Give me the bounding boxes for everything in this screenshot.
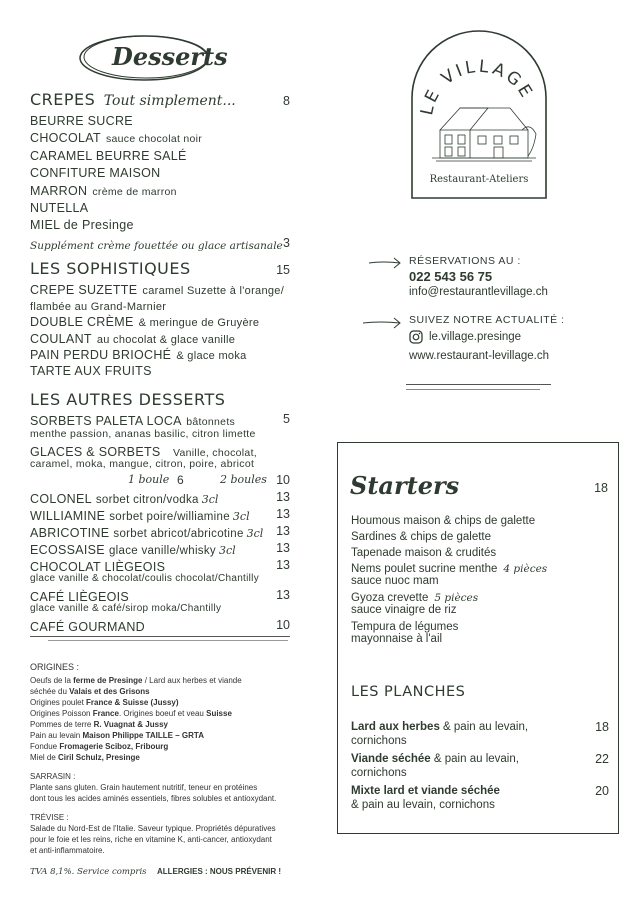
crepe-item xyxy=(30,129,292,146)
sarrasin-line: dont tous les acides aminés essentiels, fibres solubles et antioxydant. xyxy=(30,794,277,803)
planche-item xyxy=(351,753,609,780)
sophistique-item xyxy=(30,346,292,362)
crepe-name: NUTELLA xyxy=(30,200,89,215)
sophistique-item xyxy=(30,313,292,329)
starter-line xyxy=(351,563,611,575)
dessert-name: ABRICOTINE xyxy=(30,526,110,540)
instagram-icon xyxy=(409,330,423,344)
origines-text: séchée du xyxy=(30,687,70,696)
sorbets-flavours: menthe passion, ananas basilic, citron limette xyxy=(30,428,256,440)
desserts-title: Desserts xyxy=(112,42,228,71)
sophistique-desc: caramel Suzette à l'orange/ xyxy=(142,285,285,297)
origines-bold: R. Vuagnat & Jussy xyxy=(93,720,168,729)
starter-note: 5 pièces xyxy=(434,592,479,604)
origines-text: Miel de xyxy=(30,753,59,762)
crepe-name: MIEL de Presinge xyxy=(30,218,134,233)
glaces-boule2: 2 boules xyxy=(220,473,267,486)
dessert-item xyxy=(30,507,292,524)
origines-bold: Maison Philippe TAILLE – GRTA xyxy=(82,731,204,740)
planche-price: 20 xyxy=(595,784,609,798)
sorbets-name: SORBETS PALETA LOCA xyxy=(30,414,182,428)
crepe-name: CARAMEL BEURRE SALÉ xyxy=(30,148,187,163)
starters-list xyxy=(351,515,611,650)
gourmand-price: 10 xyxy=(276,618,290,632)
sarrasin-line: Plante sans gluten. Grain hautement nutritif, teneur en protéines xyxy=(30,783,258,792)
logo-arch xyxy=(410,30,548,200)
starter-sauce: mayonnaise à l'ail xyxy=(351,633,443,645)
reservations-email[interactable]: info@restaurantlevillage.ch xyxy=(409,286,548,298)
sophistique-item xyxy=(30,281,292,297)
sophistique-name: TARTE AUX FRUITS xyxy=(30,363,152,378)
glaces-price2: 10 xyxy=(276,473,290,487)
reservations-block xyxy=(409,255,548,298)
trevise-line: pour le foie et les reins, riche en vitamine K, anti-cancer, antioxydant xyxy=(30,835,272,844)
starter-item xyxy=(351,563,611,588)
starters-title: Starters xyxy=(350,471,460,500)
cafe-liegeois-name: CAFÉ LIÈGEOIS xyxy=(30,590,130,604)
arrow-right-icon xyxy=(368,256,402,270)
crepe-name: CHOCOLAT xyxy=(30,131,101,146)
starters-price: 18 xyxy=(594,481,608,495)
starter-item xyxy=(351,531,611,543)
dessert-price: 13 xyxy=(276,541,290,555)
follow-label: SUIVEZ NOTRE ACTUALITÉ : xyxy=(409,314,565,326)
logo-subtitle: Restaurant-Ateliers xyxy=(429,174,529,185)
crepes-subtitle: Tout simplement... xyxy=(103,93,236,109)
sorbets-desc: bâtonnets xyxy=(186,416,236,428)
origines-text: Pommes de terre xyxy=(30,720,94,729)
sophistique-desc: & meringue de Gruyère xyxy=(138,317,260,330)
liegeois-name: CHOCOLAT LIÈGEOIS xyxy=(30,560,166,574)
dessert-item xyxy=(30,490,292,507)
origines-bold: France & Suisse (Jussy) xyxy=(86,698,179,707)
dessert-name: COLONEL xyxy=(30,492,92,506)
liegeois-desc: glace vanille & chocolat/coulis chocolat/Chantilly xyxy=(30,573,260,584)
cafe-liegeois-desc: glace vanille & café/sirop moka/Chantilly xyxy=(30,603,222,614)
origines-title: ORIGINES : xyxy=(30,662,80,672)
sophistique-item xyxy=(30,330,292,346)
starter-name: Sardines & chips de galette xyxy=(351,531,492,543)
planches-title: LES PLANCHES xyxy=(351,684,466,700)
crepe-item xyxy=(30,199,292,216)
origines-text: Pain au levain xyxy=(30,731,83,740)
trevise-line: Salade du Nord-Est de l'Italie. Saveur typique. Propriétés dépuratives xyxy=(30,824,276,833)
divider-line xyxy=(30,636,290,637)
autres-section xyxy=(30,390,292,634)
dessert-price: 13 xyxy=(276,524,290,538)
sophistique-desc-cont: flambée au Grand-Marnier xyxy=(30,301,167,314)
cafe-liegeois-price: 13 xyxy=(276,588,290,602)
dessert-desc: sorbet poire/williamine xyxy=(109,511,230,523)
glaces-name: GLACES & SORBETS xyxy=(30,445,161,459)
starter-sauce: sauce nuoc mam xyxy=(351,575,439,587)
sophistique-name: DOUBLE CRÈME xyxy=(30,315,134,330)
sorbets-price: 5 xyxy=(283,412,290,426)
sophistiques-title: LES SOPHISTIQUES xyxy=(30,259,191,278)
crepe-item xyxy=(30,216,292,233)
divider-line xyxy=(406,384,551,385)
origines-block xyxy=(30,662,300,856)
gourmand-name: CAFÉ GOURMAND xyxy=(30,620,146,634)
arrow-right-icon xyxy=(362,316,402,330)
dessert-desc: sorbet abricot/abricotine xyxy=(113,528,244,540)
starter-item xyxy=(351,621,611,646)
dessert-price: 13 xyxy=(276,507,290,521)
sophistiques-section xyxy=(30,259,292,378)
origines-text: Fondue xyxy=(30,742,60,751)
supplement-price: 3 xyxy=(283,235,290,250)
divider-line-2 xyxy=(48,640,288,641)
crepes-supplement: Supplément crème fouettée ou glace artisanale xyxy=(30,239,283,252)
origines-text: Origines poulet xyxy=(30,698,87,707)
starter-item xyxy=(351,515,611,527)
dessert-item xyxy=(30,524,292,541)
dessert-desc: glace vanille/whisky xyxy=(108,545,216,557)
planche-name: Lard aux herbes xyxy=(351,721,440,733)
glaces-desc: Vanille, chocolat, xyxy=(173,447,258,459)
starter-name: Tapenade maison & crudités xyxy=(351,547,497,559)
starter-item xyxy=(351,592,611,617)
dessert-qty: 3cl xyxy=(218,544,236,557)
starter-name: Tempura de légumes xyxy=(351,621,459,633)
starter-name: Gyoza crevette xyxy=(351,592,429,604)
origines-text: Oeufs de la xyxy=(30,676,74,685)
origines-bold: France xyxy=(92,709,119,718)
planche-desc2: cornichons xyxy=(351,766,407,779)
starter-note: 4 pièces xyxy=(503,563,548,575)
sophistique-item xyxy=(30,297,292,313)
crepes-title: CREPES xyxy=(30,90,96,109)
sophistique-name: PAIN PERDU BRIOCHÉ xyxy=(30,347,172,362)
crepe-desc: sauce chocolat noir xyxy=(105,133,203,146)
crepe-item xyxy=(30,112,292,129)
sophistique-desc: & glace moka xyxy=(176,349,247,362)
sophistiques-price: 15 xyxy=(276,263,290,277)
planche-line xyxy=(351,721,609,735)
trevise-title: TRÉVISE : xyxy=(30,813,69,822)
glaces-boule1: 1 boule xyxy=(128,473,170,486)
crepe-item xyxy=(30,164,292,181)
reservations-phone[interactable]: 022 543 56 75 xyxy=(409,269,493,284)
dessert-price: 13 xyxy=(276,490,290,504)
crepe-name: BEURRE SUCRE xyxy=(30,114,133,128)
origines-bold: Valais et des Grisons xyxy=(69,687,150,696)
origines-text: Origines Poisson xyxy=(30,709,93,718)
autres-list xyxy=(30,490,292,558)
sarrasin-title: SARRASIN : xyxy=(30,772,76,781)
planche-desc: & pain au levain, xyxy=(430,753,519,765)
crepe-item xyxy=(30,147,292,164)
planche-item xyxy=(351,785,609,812)
follow-block xyxy=(409,314,565,362)
dessert-qty: 3cl xyxy=(246,527,264,540)
crepe-name: CONFITURE MAISON xyxy=(30,166,161,181)
planche-desc2: cornichons xyxy=(351,734,407,747)
planche-desc: & pain au levain, xyxy=(439,721,529,733)
planche-name: Viande séchée xyxy=(351,753,431,765)
logo-arch-text: LE VILLAGE xyxy=(417,56,538,118)
planche-price: 18 xyxy=(595,720,609,734)
starter-line xyxy=(351,531,611,543)
reservations-label: RÉSERVATIONS AU : xyxy=(409,255,521,267)
starter-name: Houmous maison & chips de galette xyxy=(351,515,536,527)
origines-bold: Fromagerie Sciboz, Fribourg xyxy=(59,742,169,751)
house-illustration xyxy=(432,108,536,161)
dessert-qty: 3cl xyxy=(232,510,250,523)
dessert-item xyxy=(30,541,292,558)
crepe-item xyxy=(30,182,292,199)
planche-line xyxy=(351,753,609,767)
sophistique-item xyxy=(30,362,292,378)
planche-line xyxy=(351,785,609,799)
sophistique-desc: au chocolat & glace vanille xyxy=(96,333,236,346)
planche-item xyxy=(351,721,609,748)
starter-line xyxy=(351,515,611,527)
logo xyxy=(410,30,548,200)
liegeois-price: 13 xyxy=(276,558,290,572)
dessert-desc: sorbet citron/vodka xyxy=(95,494,199,506)
crepes-list xyxy=(30,112,292,234)
allergies-note: ALLERGIES : NOUS PRÉVENIR ! xyxy=(157,867,282,876)
origines-bold: ferme de Presinge xyxy=(73,676,143,685)
glaces-price1: 6 xyxy=(177,473,184,487)
trevise-line: et anti-inflammatoire. xyxy=(30,846,105,855)
planche-price: 22 xyxy=(595,752,609,766)
planche-name: Mixte lard et viande séchée xyxy=(351,785,500,797)
origines-text: / Lard aux herbes et viande xyxy=(142,676,242,685)
dessert-name: WILLIAMINE xyxy=(30,509,106,523)
website-link[interactable]: www.restaurant-levillage.ch xyxy=(409,350,549,362)
starter-name: Nems poulet sucrine menthe xyxy=(351,563,498,575)
divider-line-2 xyxy=(406,389,540,390)
dessert-name: ECOSSAISE xyxy=(30,543,105,557)
starter-item xyxy=(351,547,611,559)
starter-line xyxy=(351,592,611,604)
dessert-qty: 3cl xyxy=(201,493,219,506)
origines-bold: Ciril Schulz, Presinge xyxy=(58,753,140,762)
crepe-desc: crème de marron xyxy=(92,185,177,198)
tva-note: TVA 8,1%. Service compris xyxy=(30,867,147,877)
autres-title: LES AUTRES DESSERTS xyxy=(30,390,226,409)
glaces-flavours: caramel, moka, mangue, citron, poire, abricot xyxy=(30,458,255,470)
starters-box xyxy=(337,442,619,834)
crepes-section xyxy=(30,90,292,254)
origines-text: . Origines boeuf et veau xyxy=(118,709,207,718)
sophistique-name: CREPE SUZETTE xyxy=(30,283,138,297)
sophistique-name: COULANT xyxy=(30,331,92,346)
origines-bold: Suisse xyxy=(206,709,232,718)
starter-sauce: sauce vinaigre de riz xyxy=(351,604,457,616)
planches-list xyxy=(351,721,609,817)
starter-line xyxy=(351,547,611,559)
sophistiques-list xyxy=(30,281,292,378)
starter-line xyxy=(351,621,611,633)
crepe-name: MARRON xyxy=(30,183,88,198)
crepes-price: 8 xyxy=(283,94,290,108)
planche-desc2: & pain au levain, cornichons xyxy=(351,798,495,811)
instagram-handle[interactable]: le.village.presinge xyxy=(429,331,522,343)
